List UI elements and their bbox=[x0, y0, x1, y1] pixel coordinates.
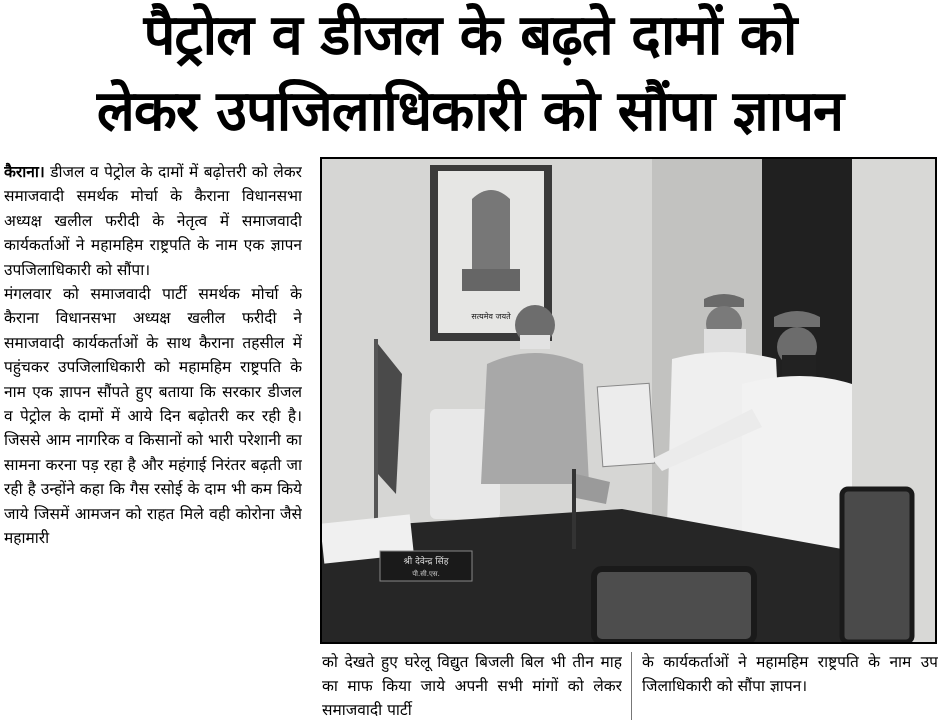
news-photo bbox=[320, 157, 937, 644]
headline-line-2: लेकर उपजिलाधिकारी को सौंपा ज्ञापन bbox=[96, 79, 844, 144]
dateline: कैराना। bbox=[4, 162, 45, 181]
memorandum-paper bbox=[597, 383, 654, 466]
article-column-2 bbox=[322, 650, 622, 720]
article-column-2-text: को देखते हुए घरेलू विद्युत बिजली बिल भी तीन माह का माफ किया जाये अपनी सभी मांगों को लेकर समाजवादी पार्टी bbox=[322, 653, 622, 719]
article-paragraph-2: मंगलवार को समाजवादी पार्टी समर्थक मोर्चा के कैराना विधानसभा अध्यक्ष खलील फरीदी ने समाजवादी कार्यकर्ताओं के साथ कैराना तहसील में पहुंचकर उपजिलाधिकारी को महामहिम राष्ट्रपति के नाम एक ज्ञापन सौंपते हुए बताया कि सरकार डीजल व पेट्रोल के दामों में आये दिन बढ़ोतरी कर रही है।जिससे आम नागरिक व किसानों को भारी परेशानी का सामना करना पड़ रहा है और महंगाई निरंतर बढ़ती जा रही है उन्होंने कहा कि गैस रसोई के दाम भी कम किये जाये जिसमें आमजन को राहत मिले वही कोरोना जैसे महामारी bbox=[4, 285, 302, 548]
nameplate-title: पी.सी.एस. bbox=[412, 570, 440, 578]
headline-line-1: पैट्रोल व डीजल के बढ़ते दामों को bbox=[143, 3, 797, 68]
nameplate-name: श्री देवेन्द्र सिंह bbox=[403, 557, 449, 567]
nameplate bbox=[380, 551, 472, 581]
emblem-caption: सत्यमेव जयते bbox=[471, 312, 511, 321]
cane-chair-right bbox=[842, 489, 912, 642]
column-divider bbox=[631, 652, 632, 720]
photo-illustration bbox=[322, 159, 935, 642]
article-column-3 bbox=[642, 650, 938, 720]
cane-chair-front bbox=[594, 569, 754, 642]
headline bbox=[0, 0, 940, 152]
article-paragraph-1 bbox=[4, 160, 302, 282]
article-column-1 bbox=[4, 160, 302, 720]
article-column-3-text: के कार्यकर्ताओं ने महामहिम राष्ट्रपति के नाम उप जिलाधिकारी को सौंपा ज्ञापन। bbox=[642, 653, 938, 695]
article-paragraph-1-text: डीजल व पेट्रोल के दामों में बढ़ोत्तरी को लेकर समाजवादी समर्थक मोर्चा के कैराना विधानसभा अध्यक्ष खलील फरीदी के नेतृत्व में समाजवादी कार्यकर्ताओं ने महामहिम राष्ट्रपति के नाम एक ज्ञापन उपजिलाधिकारी को सौंपा। bbox=[4, 163, 302, 279]
